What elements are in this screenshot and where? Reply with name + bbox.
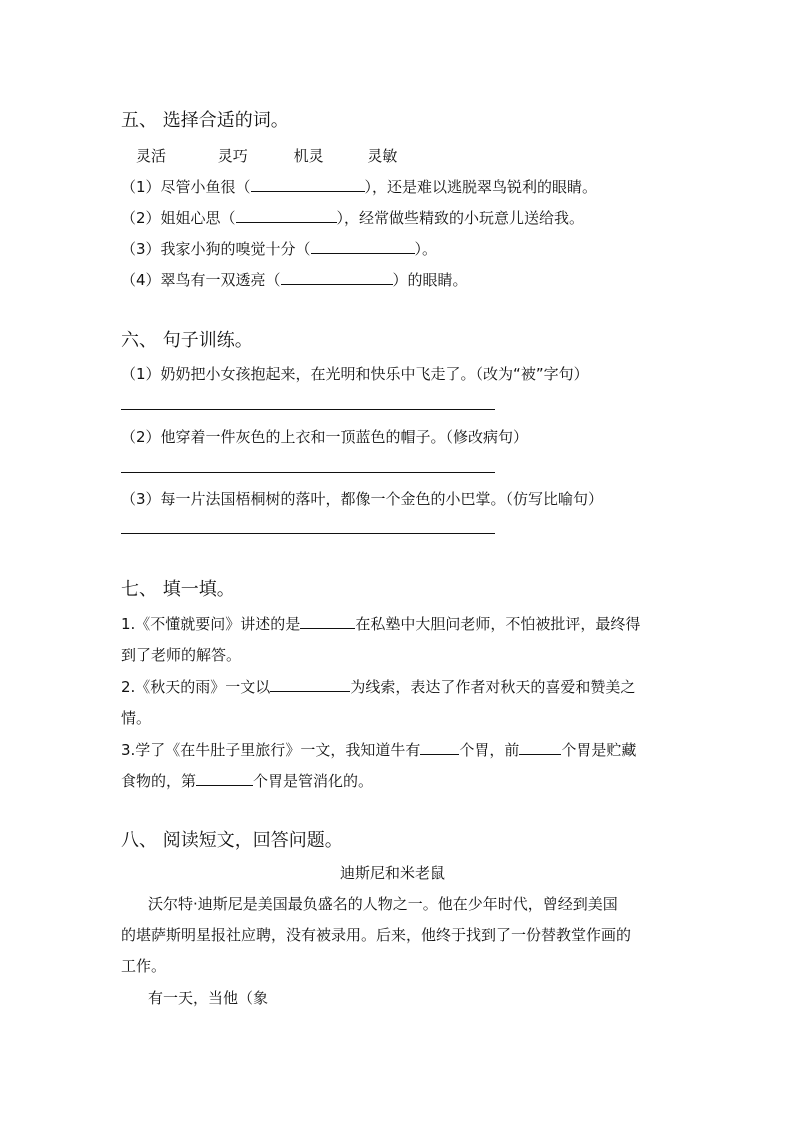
word-option: 灵巧 — [217, 147, 248, 165]
word-bank — [136, 145, 397, 166]
answer-blank[interactable] — [281, 270, 393, 285]
question-7-3-cont: 食物的，第 个胃是管消化的。 — [121, 772, 374, 790]
answer-line[interactable] — [121, 472, 495, 473]
passage-line: 有一天，当他（象 — [148, 989, 269, 1007]
answer-blank[interactable] — [196, 771, 253, 786]
passage-line: 沃尔特·迪斯尼是美国最负盛名的人物之一。他在少年时代，曾经到美国 — [148, 895, 618, 913]
question-7-1: 1.《不懂就要问》讲述的是 在私塾中大胆问老师，不怕被批评，最终得 — [121, 615, 641, 633]
passage-line: 的堪萨斯明星报社应聘，没有被录用。后来，他终于找到了一份替教堂作画的 — [121, 926, 632, 944]
question-5-2: （2）姐姐心思（ ），经常做些精致的小玩意儿送给我。 — [121, 209, 585, 227]
question-7-1-cont: 到了老师的解答。 — [121, 646, 242, 664]
answer-blank[interactable] — [311, 239, 415, 254]
question-5-3: （3）我家小狗的嗅觉十分（ ）。 — [121, 240, 438, 258]
answer-blank[interactable] — [420, 740, 459, 755]
passage-title: 迪斯尼和米老鼠 — [340, 864, 446, 882]
section-8-title: 八、 阅读短文，回答问题。 — [121, 830, 343, 851]
passage-line: 工作。 — [121, 957, 167, 975]
word-option: 机灵 — [293, 147, 324, 165]
section-7-title: 七、 填一填。 — [121, 579, 235, 600]
answer-blank[interactable] — [251, 177, 365, 192]
word-option: 灵活 — [136, 147, 167, 165]
answer-blank[interactable] — [270, 677, 350, 692]
answer-blank[interactable] — [236, 208, 337, 223]
answer-blank[interactable] — [300, 614, 355, 629]
question-7-2-cont: 情。 — [121, 709, 152, 727]
question-6-3: （3）每一片法国梧桐树的落叶，都像一个金色的小巴掌。（仿写比喻句） — [121, 490, 604, 508]
answer-blank[interactable] — [519, 740, 561, 755]
answer-line[interactable] — [121, 533, 495, 534]
question-7-2: 2.《秋天的雨》一文以 为线索，表达了作者对秋天的喜爱和赞美之 — [121, 678, 636, 696]
question-5-1: （1）尽管小鱼很（ ），还是难以逃脱翠鸟锐利的眼睛。 — [121, 178, 598, 196]
question-6-1: （1）奶奶把小女孩抱起来，在光明和快乐中飞走了。（改为“被”字句） — [121, 365, 589, 383]
question-7-3: 3.学了《在牛肚子里旅行》一文，我知道牛有 个胃，前 个胃是贮藏 — [121, 741, 637, 759]
question-6-2: （2）他穿着一件灰色的上衣和一顶蓝色的帽子。（修改病句） — [121, 428, 529, 446]
section-5-title: 五、 选择合适的词。 — [121, 110, 289, 131]
question-5-4: （4）翠鸟有一双透亮（ ）的眼睛。 — [121, 271, 468, 289]
section-6-title: 六、 句子训练。 — [121, 330, 253, 351]
word-option: 灵敏 — [367, 147, 398, 165]
answer-line[interactable] — [121, 409, 495, 410]
